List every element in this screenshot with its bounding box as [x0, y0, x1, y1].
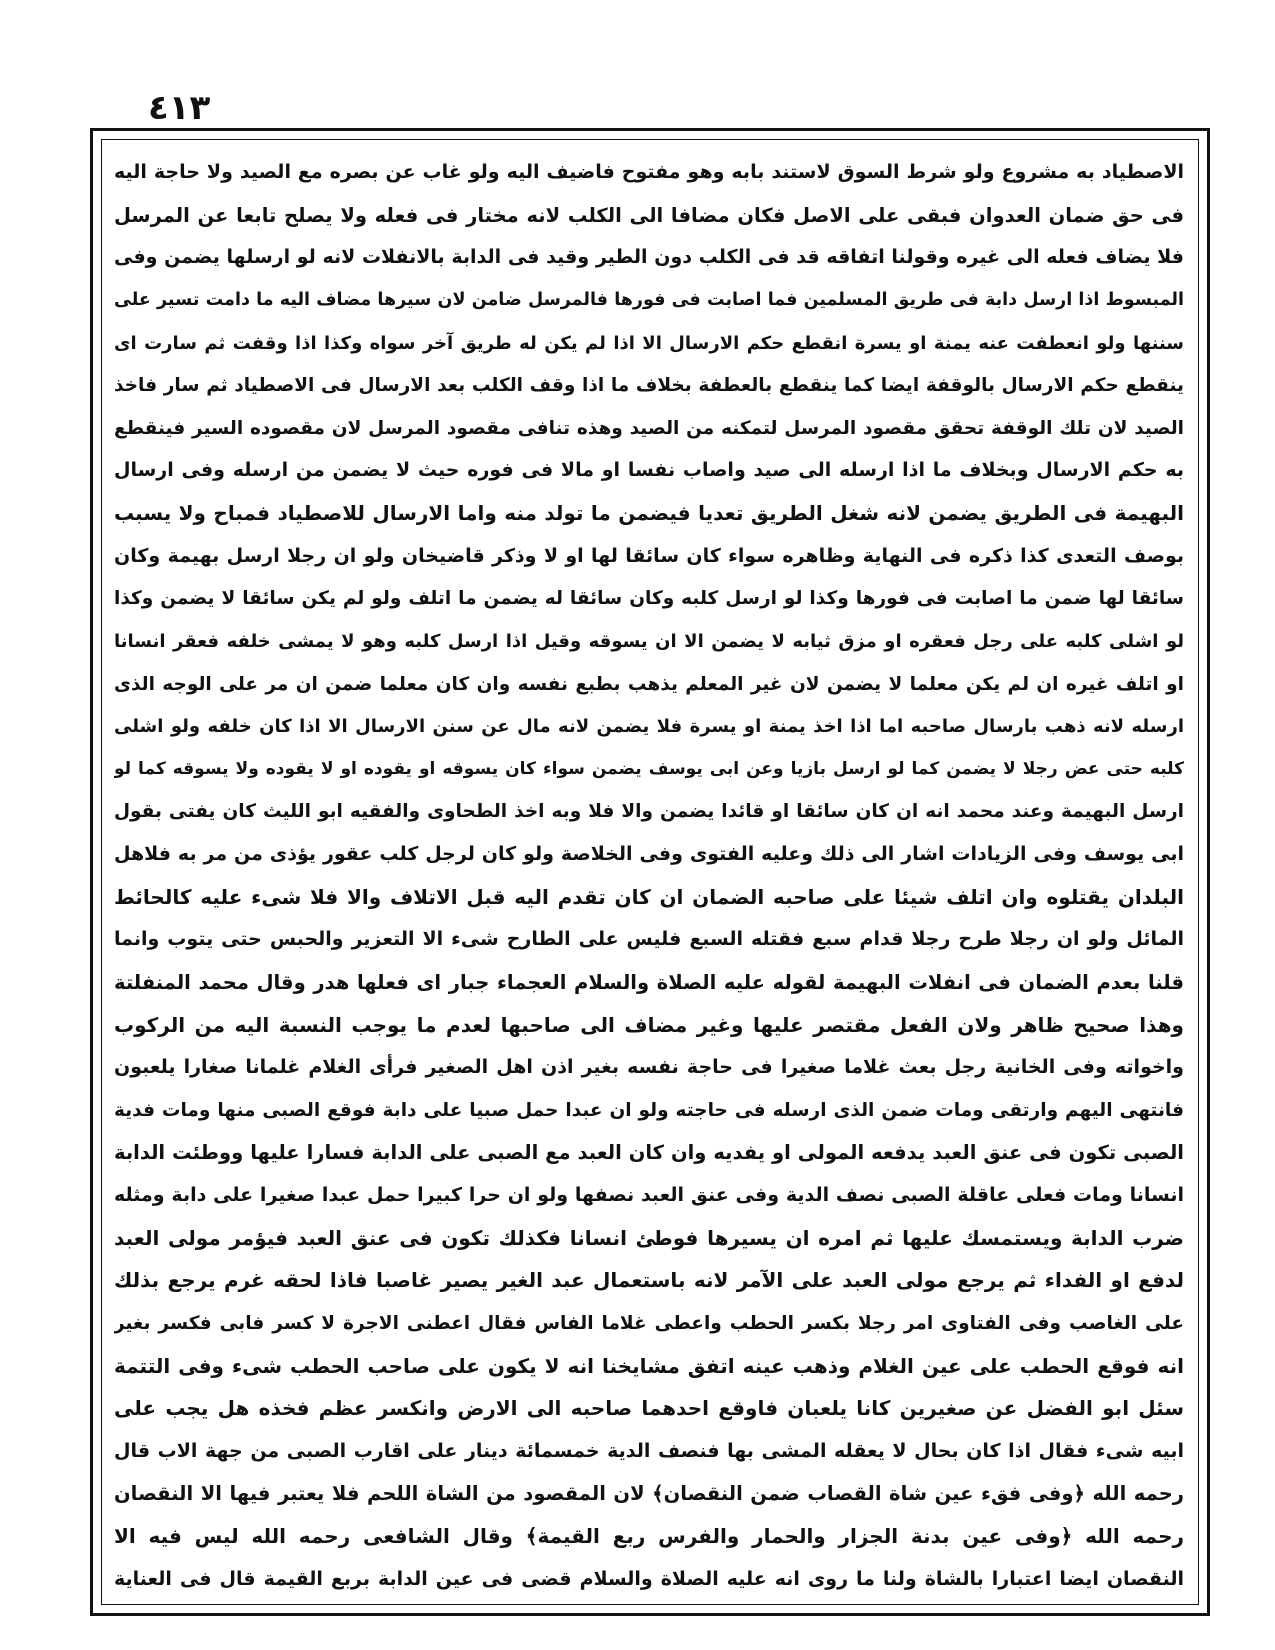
text-line-30: سئل ابو الفضل عن صغيرين كانا يلعبان فاوقع احدهما صاحبه الى الارض وانكسر عظم فخذه هل يجب على [114, 1396, 1184, 1421]
text-line-9: البهيمة فى الطريق يضمن لانه شغل الطريق تعديا فيضمن ما تولد منه واما الارسال للاصطياد فمباح ولا يسبب [114, 501, 1184, 525]
text-line-22: واخواته وفى الخانية رجل بعث غلاما صغيرا فى حاجة نفسه بغير اذن اهل الصغير فرأى الغلام غلمانا صغارا يلعبون [114, 1056, 1184, 1079]
text-line-24: الصبى تكون فى عنق العبد يدفعه المولى او يفديه وان كان العبد مع الصبى على الدابة فسارا عليها ووطئت الدابة [114, 1141, 1184, 1165]
text-line-10: بوصف التعدى كذا ذكره فى النهاية وظاهره سواء كان سائقا لها او لا وذكر قاضيخان ولو ان رجلا ارسل بهيمة وكان [114, 544, 1184, 567]
text-line-2: فى حق ضمان العدوان فبقى على الاصل فكان مضافا الى الكلب لانه مختار فى فعله ولا يصلح تابعا عن المرسل [114, 203, 1184, 227]
text-line-28: على الغاصب وفى الفتاوى امر رجلا بكسر الحطب واعطى غلاما الفاس فقال اعطنى الاجرة لا كسر فابى فكسر بغير [114, 1312, 1184, 1334]
text-line-13: او اتلف غيره ان لم يكن معلما لا يضمن لان غير المعلم يذهب بطبع نفسه وان كان معلما ضمن ان مر على الوجه الذى [114, 673, 1184, 695]
text-line-29: انه فوقع الحطب على عين الغلام وذهب عينه اتفق مشايخنا انه لا يكون على صاحب الحطب شىء وفى التتمة [114, 1353, 1184, 1378]
text-line-11: سائقا لها ضمن ما اصابت فى فورها وكذا لو ارسل كلبه وكان سائقا له يضمن ما اتلف ولو لم يكن سائقا لا يضمن وكذا [114, 588, 1184, 610]
text-line-26: ضرب الدابة ويستمسك عليها ثم امره ان يسيرها فوطئ انسانا فكذلك تكون فى عنق العبد فيؤمر مولى العبد [114, 1225, 1184, 1250]
text-line-18: البلدان يقتلوه وان اتلف شيئا على صاحبه الضمان ان كان تقدم اليه قبل الاتلاف والا فلا شىء عليه كالحائط [114, 884, 1184, 909]
text-line-1: الاصطياد به مشروع ولو شرط السوق لاستند بابه وهو مفتوح فاضيف اليه ولو غاب عن بصره مع الصيد ولا حاجة اليه [114, 161, 1184, 183]
text-line-20: قلنا بعدم الضمان فى انفلات البهيمة لقوله عليه الصلاة والسلام العجماء جبار اى فعلها هدر وقال محمد المنفلتة [114, 970, 1184, 994]
text-line-33: رحمه الله ﴿وفى عين بدنة الجزار والحمار والفرس ربع القيمة﴾ وقال الشافعى رحمه الله ليس فيه الا [114, 1524, 1184, 1548]
text-line-12: لو اشلى كلبه على رجل فعقره او مزق ثيابه لا يضمن الا ان يسوقه وقيل اذا ارسل كلبه وهو لا يمشى خلفه فعقر انسانا [114, 630, 1184, 652]
text-line-23: فانتهى اليهم وارتقى ومات ضمن الذى ارسله فى حاجته ولو ان عبدا حمل صبيا على دابة فوقع الصبى منها ومات فدية [114, 1099, 1184, 1121]
text-line-4: المبسوط اذا ارسل دابة فى طريق المسلمين فما اصابت فى فورها فالمرسل ضامن لان سيرها مضاف اليه ما دامت تسير على [114, 289, 1184, 310]
text-line-25: انسانا ومات فعلى عاقلة الصبى نصف الدية وفى عنق العبد نصفها ولو ان حرا كبيرا حمل عبدا صغيرا على دابة ومثله [114, 1184, 1184, 1206]
text-line-5: سننها ولو انعطفت عنه يمنة او يسرة انقطع حكم الارسال الا اذا لم يكن له طريق آخر سواه وكذا اذا وقفت ثم سارت اى [114, 332, 1184, 354]
text-line-16: ارسل البهيمة وعند محمد انه ان كان سائقا او قائدا يضمن والا فلا وبه اخذ الطحاوى والفقيه ابو الليث كان يفتى بقول [114, 801, 1184, 823]
text-line-31: ابيه شىء فقال اذا كان بحال لا يعقله المشى بها فنصف الدية خمسمائة دينار على اقارب الصبى من جهة الاب قال [114, 1439, 1184, 1462]
text-line-32: رحمه الله ﴿وفى فقء عين شاة القصاب ضمن النقصان﴾ لان المقصود من الشاة اللحم فلا يعتبر فيها الا النقصان [114, 1482, 1184, 1506]
body-text [114, 154, 1184, 1598]
page-border-outer [90, 128, 1210, 1616]
text-line-8: به حكم الارسال وبخلاف ما اذا ارسله الى صيد واصاب نفسا او مالا فى فوره حيث لا يضمن من ارسله وفى ارسال [114, 459, 1184, 482]
text-line-34: النقصان ايضا اعتبارا بالشاة ولنا ما روى انه عليه الصلاة والسلام قضى فى عين الدابة بربع القيمة قال فى العناية [114, 1567, 1184, 1590]
text-line-21: وهذا صحيح ظاهر ولان الفعل مقتصر عليها وغير مضاف الى صاحبها لعدم ما يوجب النسبة اليه من الركوب [114, 1012, 1184, 1037]
text-line-14: ارسله لانه ذهب بارسال صاحبه اما اذا اخذ يمنة او يسرة فلا يضمن لانه مال عن سنن الارسال الا اذا كان خلفه ولو اشلى [114, 716, 1184, 738]
text-line-7: الصيد لان تلك الوقفة تحقق مقصود المرسل لتمكنه من الصيد وهذه تنافى مقصود المرسل لان مقصوده السير فينقطع [114, 417, 1184, 439]
page-border-inner [101, 139, 1199, 1605]
text-line-6: ينقطع حكم الارسال بالوقفة ايضا كما ينقطع بالعطفة بخلاف ما اذا وقف الكلب بعد الارسال فى الاصطياد ثم سار فاخذ [114, 375, 1184, 397]
text-line-15: كلبه حتى عض رجلا لا يضمن كما لو ارسل بازيا وعن ابى يوسف يضمن سواء كان يسوقه او يقوده او لا يقوده ولا يسوقه كما لو [114, 758, 1184, 779]
text-line-27: لدفع او الفداء ثم يرجع مولى العبد على الآمر لانه باستعمال عبد الغير يصير غاصبا فاذا لحقه غرم يرجع بذلك [114, 1268, 1184, 1293]
text-line-3: فلا يضاف فعله الى غيره وقولنا اتفاقه قد فى الكلب دون الطير وقيد فى الدابة بالانفلات لانه لو ارسلها يضمن وفى [114, 246, 1184, 269]
text-line-19: المائل ولو ان رجلا طرح رجلا قدام سبع فقتله السبع فليس على الطارح شىء الا التعزير والحبس حتى يتوب وانما [114, 928, 1184, 951]
text-line-17: ابى يوسف وفى الزيادات اشار الى ذلك وعليه الفتوى وفى الخلاصة ولو كان لرجل كلب عقور يؤذى من مر به فلاهل [114, 843, 1184, 865]
page-number: ٤١٣ [148, 88, 211, 128]
